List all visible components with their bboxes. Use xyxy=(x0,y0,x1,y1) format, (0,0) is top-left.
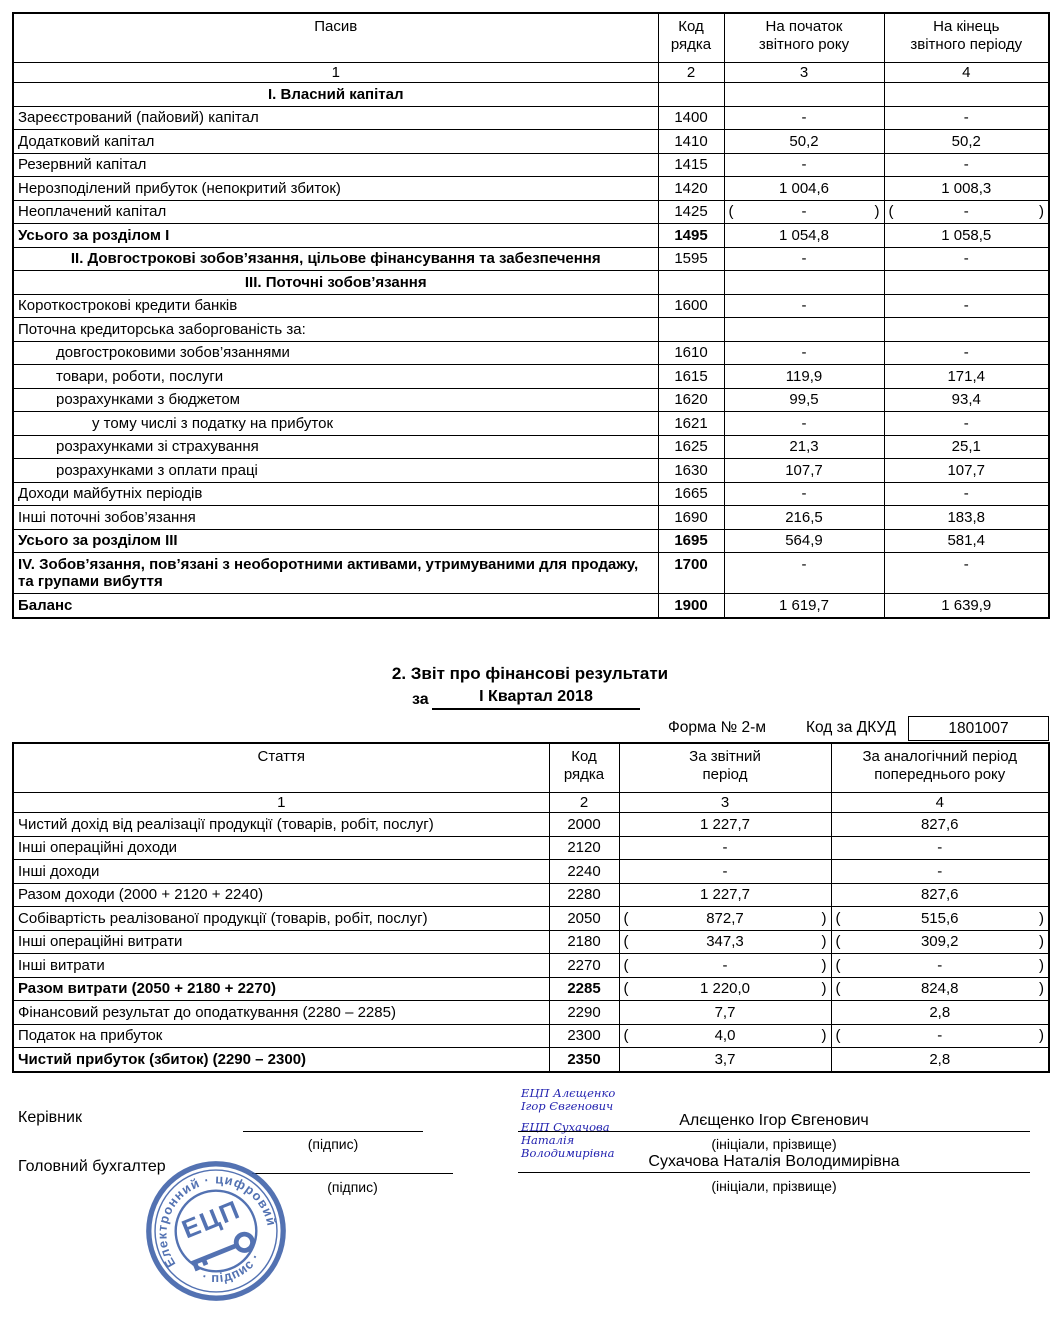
table-row xyxy=(13,83,1049,107)
table-row xyxy=(13,200,1049,224)
row-value: - xyxy=(884,553,1049,594)
row-label: Додатковий капітал xyxy=(13,130,658,154)
row-label: Податок на прибуток xyxy=(13,1024,549,1048)
column-number: 1 xyxy=(13,792,549,813)
table-row xyxy=(13,365,1049,389)
row-value xyxy=(724,83,884,107)
row-label: Інші поточні зобов’язання xyxy=(13,506,658,530)
row-label: ІІ. Довгострокові зобов’язання, цільове фінансування та забезпечення xyxy=(13,247,658,271)
row-label: Баланс xyxy=(13,594,658,618)
numbering-row xyxy=(13,792,1049,813)
table-row xyxy=(13,836,1049,860)
row-value: 50,2 xyxy=(884,130,1049,154)
ecp-note-line: ЕЦП Сухачова xyxy=(521,1120,610,1134)
director-name-line xyxy=(518,1131,1030,1132)
report-period: І Квартал 2018 xyxy=(432,688,640,710)
table-row xyxy=(13,977,1049,1001)
table-row xyxy=(13,341,1049,365)
row-value: 7,7 xyxy=(619,1001,831,1025)
row-value: - xyxy=(724,341,884,365)
row-value: - xyxy=(884,341,1049,365)
table-row xyxy=(13,594,1049,618)
accountant-name-line xyxy=(518,1172,1030,1173)
row-value: ( - ) xyxy=(619,954,831,978)
column-header: Стаття xyxy=(13,743,549,792)
column-header: Пасив xyxy=(13,13,658,62)
table-row xyxy=(13,388,1049,412)
ecp-note-line: Володимирівна xyxy=(521,1146,615,1160)
row-label: Усього за розділом І xyxy=(13,224,658,248)
row-label: Собівартість реалізованої продукції (товарів, робіт, послуг) xyxy=(13,907,549,931)
row-value: 1 054,8 xyxy=(724,224,884,248)
row-code: 1595 xyxy=(658,247,724,271)
row-value: - xyxy=(619,836,831,860)
row-value: - xyxy=(724,553,884,594)
accountant-name-caption: (ініціали, прізвище) xyxy=(711,1178,837,1194)
row-label: довгостроковими зобов’язаннями xyxy=(13,341,658,365)
row-value: 581,4 xyxy=(884,529,1049,553)
table-row xyxy=(13,1024,1049,1048)
row-value: 93,4 xyxy=(884,388,1049,412)
table-row xyxy=(13,883,1049,907)
row-code: 1700 xyxy=(658,553,724,594)
row-value: - xyxy=(724,106,884,130)
row-value: - xyxy=(884,482,1049,506)
row-code: 1600 xyxy=(658,294,724,318)
row-label: у тому числі з податку на прибуток xyxy=(13,412,658,436)
column-number: 4 xyxy=(884,62,1049,83)
row-label: Фінансовий результат до оподаткування (2280 – 2285) xyxy=(13,1001,549,1025)
dkud-code-label: Код за ДКУД xyxy=(806,719,897,736)
row-value: 21,3 xyxy=(724,435,884,459)
row-value: 1 004,6 xyxy=(724,177,884,201)
row-value: ( - ) xyxy=(831,954,1049,978)
row-value: ( - ) xyxy=(724,200,884,224)
row-value: 1 058,5 xyxy=(884,224,1049,248)
row-code: 1621 xyxy=(658,412,724,436)
table-row xyxy=(13,294,1049,318)
row-value: ( 872,7 ) xyxy=(619,907,831,931)
table-row xyxy=(13,271,1049,295)
row-code: 1495 xyxy=(658,224,724,248)
row-label: Разом витрати (2050 + 2180 + 2270) xyxy=(13,977,549,1001)
table-row xyxy=(13,1001,1049,1025)
row-code: 1695 xyxy=(658,529,724,553)
row-label: Зареєстрований (пайовий) капітал xyxy=(13,106,658,130)
row-value: 119,9 xyxy=(724,365,884,389)
column-number: 3 xyxy=(619,792,831,813)
director-name: Алєщенко Ігор Євгенович xyxy=(679,1112,869,1129)
table-row xyxy=(13,1048,1049,1072)
director-role-label: Керівник xyxy=(18,1109,82,1126)
row-value: 183,8 xyxy=(884,506,1049,530)
header-row xyxy=(13,743,1049,792)
stamp-center-text: ЕЦП xyxy=(178,1195,245,1245)
column-number: 4 xyxy=(831,792,1049,813)
row-label: Доходи майбутніх періодів xyxy=(13,482,658,506)
table-row xyxy=(13,954,1049,978)
row-value xyxy=(884,271,1049,295)
digital-signature-stamp xyxy=(144,1159,288,1303)
column-header: Код рядка xyxy=(549,743,619,792)
column-header: За звітний період xyxy=(619,743,831,792)
table-row xyxy=(13,153,1049,177)
row-code: 1630 xyxy=(658,459,724,483)
numbering-row xyxy=(13,62,1049,83)
accountant-role-label: Головний бухгалтер xyxy=(18,1158,166,1175)
table-row xyxy=(13,459,1049,483)
row-value: - xyxy=(884,247,1049,271)
column-number: 3 xyxy=(724,62,884,83)
row-value: 1 619,7 xyxy=(724,594,884,618)
row-value: - xyxy=(724,153,884,177)
row-value: 50,2 xyxy=(724,130,884,154)
row-label: Інші витрати xyxy=(13,954,549,978)
row-label: Резервний капітал xyxy=(13,153,658,177)
row-code: 2280 xyxy=(549,883,619,907)
table-row xyxy=(13,130,1049,154)
row-value xyxy=(884,83,1049,107)
row-value: - xyxy=(884,153,1049,177)
row-label: Чистий прибуток (збиток) (2290 – 2300) xyxy=(13,1048,549,1072)
row-value: 2,8 xyxy=(831,1001,1049,1025)
balance-sheet-liabilities-table xyxy=(12,12,1050,619)
row-code: 1690 xyxy=(658,506,724,530)
column-header: Код рядка xyxy=(658,13,724,62)
row-code: 2285 xyxy=(549,977,619,1001)
column-number: 2 xyxy=(658,62,724,83)
table-row xyxy=(13,529,1049,553)
row-value xyxy=(724,271,884,295)
row-code: 2050 xyxy=(549,907,619,931)
row-value: 2,8 xyxy=(831,1048,1049,1072)
row-value: 1 639,9 xyxy=(884,594,1049,618)
row-code: 2000 xyxy=(549,813,619,837)
row-code xyxy=(658,318,724,342)
row-value: 1 008,3 xyxy=(884,177,1049,201)
row-label: IV. Зобов’язання, пов’язані з необоротними активами, утримуваними для продажу, та групами вибуття xyxy=(13,553,658,594)
row-code: 1625 xyxy=(658,435,724,459)
ecp-note-line: ЕЦП Алєщенко xyxy=(521,1086,616,1100)
ecp-note-line: Ігор Євгенович xyxy=(521,1099,614,1113)
table-row xyxy=(13,177,1049,201)
row-label: Інші операційні витрати xyxy=(13,930,549,954)
row-value: - xyxy=(831,860,1049,884)
table-row xyxy=(13,860,1049,884)
director-signature-line xyxy=(243,1131,423,1132)
row-label: Усього за розділом ІІІ xyxy=(13,529,658,553)
row-code xyxy=(658,271,724,295)
row-label: Чистий дохід від реалізації продукції (товарів, робіт, послуг) xyxy=(13,813,549,837)
row-code: 2350 xyxy=(549,1048,619,1072)
column-header: На початок звітного року xyxy=(724,13,884,62)
row-value: ( 515,6 ) xyxy=(831,907,1049,931)
table-row xyxy=(13,930,1049,954)
row-code: 1665 xyxy=(658,482,724,506)
row-value: 107,7 xyxy=(884,459,1049,483)
row-value: 827,6 xyxy=(831,883,1049,907)
row-code: 1420 xyxy=(658,177,724,201)
table-row xyxy=(13,813,1049,837)
row-value: - xyxy=(724,294,884,318)
row-code: 2300 xyxy=(549,1024,619,1048)
row-value xyxy=(724,318,884,342)
row-label: ІІІ. Поточні зобов’язання xyxy=(13,271,658,295)
row-value: - xyxy=(724,482,884,506)
table-row xyxy=(13,318,1049,342)
table-row xyxy=(13,907,1049,931)
row-value: - xyxy=(884,106,1049,130)
table-row xyxy=(13,435,1049,459)
table-row xyxy=(13,412,1049,436)
row-code xyxy=(658,83,724,107)
table-row xyxy=(13,224,1049,248)
row-label: Інші доходи xyxy=(13,860,549,884)
row-code: 2120 xyxy=(549,836,619,860)
row-value: ( - ) xyxy=(831,1024,1049,1048)
dkud-code-value: 1801007 xyxy=(908,716,1049,741)
income-statement-title: 2. Звіт про фінансові результати xyxy=(391,664,669,683)
row-code: 1415 xyxy=(658,153,724,177)
row-value: ( 347,3 ) xyxy=(619,930,831,954)
ecp-note-line: Наталія xyxy=(521,1133,575,1147)
row-value: 99,5 xyxy=(724,388,884,412)
row-value: 564,9 xyxy=(724,529,884,553)
table-row xyxy=(13,506,1049,530)
row-code: 1620 xyxy=(658,388,724,412)
column-number: 2 xyxy=(549,792,619,813)
row-code: 2240 xyxy=(549,860,619,884)
stamp-ring-text-bottom: · підпис · xyxy=(200,1249,263,1286)
accountant-signature-caption: (підпис) xyxy=(327,1179,378,1195)
row-label: Разом доходи (2000 + 2120 + 2240) xyxy=(13,883,549,907)
table-row xyxy=(13,247,1049,271)
row-value: 216,5 xyxy=(724,506,884,530)
header-row xyxy=(13,13,1049,62)
stamp-ring-text-top: Електронний · цифровий xyxy=(154,1171,280,1271)
row-label: Інші операційні доходи xyxy=(13,836,549,860)
period-prefix: за xyxy=(412,691,429,708)
table-row xyxy=(13,106,1049,130)
row-value: 1 227,7 xyxy=(619,883,831,907)
director-signature-caption: (підпис) xyxy=(307,1136,359,1152)
row-value: 1 227,7 xyxy=(619,813,831,837)
row-value: ( 1 220,0 ) xyxy=(619,977,831,1001)
row-value: 171,4 xyxy=(884,365,1049,389)
row-value: - xyxy=(884,412,1049,436)
row-code: 1400 xyxy=(658,106,724,130)
row-label: Поточна кредиторська заборгованість за: xyxy=(13,318,658,342)
director-name-caption: (ініціали, прізвище) xyxy=(711,1136,837,1152)
row-value: 827,6 xyxy=(831,813,1049,837)
column-number: 1 xyxy=(13,62,658,83)
row-label: І. Власний капітал xyxy=(13,83,658,107)
row-code: 1900 xyxy=(658,594,724,618)
row-value xyxy=(884,318,1049,342)
row-value: - xyxy=(831,836,1049,860)
row-value: ( - ) xyxy=(884,200,1049,224)
row-value: 107,7 xyxy=(724,459,884,483)
row-label: розрахунками з бюджетом xyxy=(13,388,658,412)
row-label: Неоплачений капітал xyxy=(13,200,658,224)
row-value: - xyxy=(619,860,831,884)
row-value: 25,1 xyxy=(884,435,1049,459)
row-code: 1410 xyxy=(658,130,724,154)
row-value: ( 824,8 ) xyxy=(831,977,1049,1001)
column-header: За аналогічний період попереднього року xyxy=(831,743,1049,792)
row-value: 3,7 xyxy=(619,1048,831,1072)
table-row xyxy=(13,482,1049,506)
row-code: 2290 xyxy=(549,1001,619,1025)
ecp-signature-note-director xyxy=(521,1087,615,1113)
row-value: - xyxy=(724,247,884,271)
row-label: Короткострокові кредити банків xyxy=(13,294,658,318)
row-value: - xyxy=(724,412,884,436)
table-row xyxy=(13,553,1049,594)
row-label: Нерозподілений прибуток (непокритий збиток) xyxy=(13,177,658,201)
row-code: 2180 xyxy=(549,930,619,954)
income-statement-table xyxy=(12,742,1050,1073)
row-value: ( 309,2 ) xyxy=(831,930,1049,954)
row-code: 1610 xyxy=(658,341,724,365)
row-label: товари, роботи, послуги xyxy=(13,365,658,389)
accountant-name: Сухачова Наталія Володимирівна xyxy=(648,1153,900,1170)
column-header: На кінець звітного періоду xyxy=(884,13,1049,62)
row-code: 1425 xyxy=(658,200,724,224)
row-code: 2270 xyxy=(549,954,619,978)
row-label: розрахунками з оплати праці xyxy=(13,459,658,483)
row-code: 1615 xyxy=(658,365,724,389)
row-value: - xyxy=(884,294,1049,318)
form-number-label: Форма № 2-м xyxy=(668,719,766,736)
row-label: розрахунками зі страхування xyxy=(13,435,658,459)
row-value: ( 4,0 ) xyxy=(619,1024,831,1048)
